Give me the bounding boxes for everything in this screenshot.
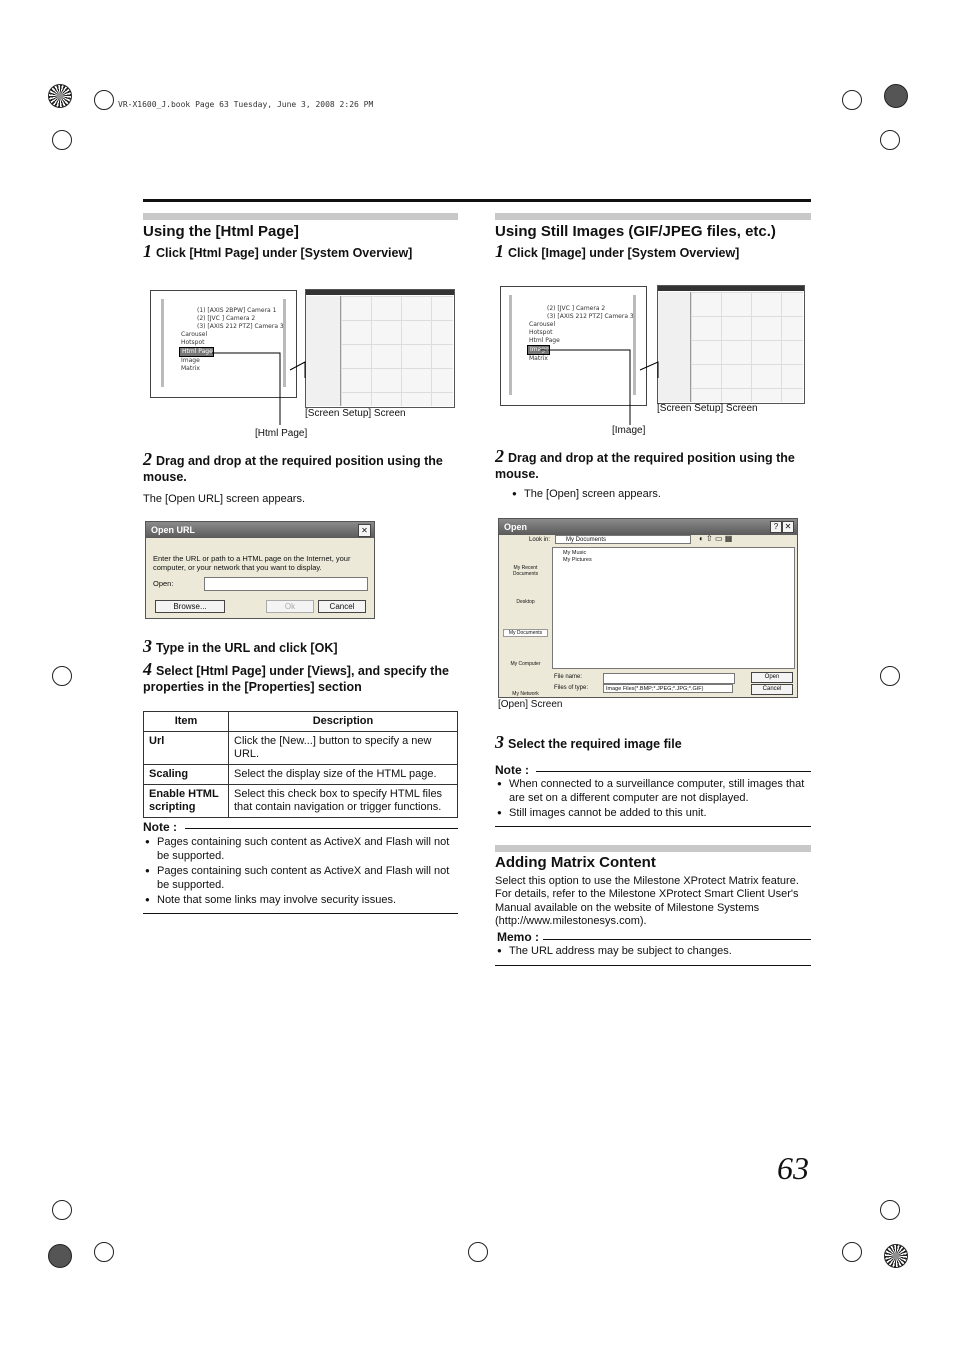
step-1 — [143, 243, 458, 261]
table-header-row — [144, 712, 458, 732]
place-my-computer[interactable]: My Computer — [510, 661, 541, 667]
tree-item[interactable]: Image — [181, 357, 200, 364]
note-label: Note : — [143, 820, 177, 834]
place-recent-documents[interactable]: My Recent Documents — [512, 565, 539, 577]
section-title-still-images: Using Still Images (GIF/JPEG files, etc.) — [495, 223, 776, 240]
open-url-dialog — [145, 521, 375, 619]
place-my-documents[interactable]: My Documents — [503, 629, 548, 637]
file-list[interactable] — [552, 547, 795, 669]
step-1 — [495, 243, 811, 261]
memo-rule — [543, 939, 811, 940]
caption-screen-setup: [Screen Setup] Screen — [657, 403, 758, 414]
crosshair-icon — [94, 90, 114, 110]
file-name-label: File name: — [554, 674, 583, 680]
step-text: Drag and drop at the required position using the mouse. — [495, 451, 795, 481]
dialog-title-text: Open URL — [151, 525, 195, 535]
table-cell-desc: Select the display size of the HTML page. — [229, 765, 458, 785]
section-title-html-page: Using the [Html Page] — [143, 223, 299, 240]
screen-setup-screenshot — [657, 285, 805, 404]
step-number: 4 — [143, 659, 152, 679]
layout-grid — [691, 292, 803, 402]
cancel-button[interactable]: Cancel — [751, 684, 793, 695]
callout-lines — [200, 340, 320, 430]
crosshair-icon — [880, 130, 900, 150]
note-end-rule — [143, 913, 458, 914]
col-description: Description — [229, 712, 458, 732]
note-end-rule — [495, 826, 811, 827]
tree-item[interactable]: (1) [AXIS 2BPW] Camera 1 — [197, 307, 277, 314]
step-2-bullets — [510, 487, 810, 501]
caption-screen-setup: [Screen Setup] Screen — [305, 408, 406, 419]
window-titlebar — [658, 286, 804, 291]
place-my-network[interactable]: My Network — [512, 691, 539, 697]
crosshair-icon — [52, 666, 72, 686]
note-item: ● Pages containing such content as ActiveX and Flash will not be supported. — [143, 864, 458, 893]
step-2 — [143, 451, 461, 485]
step-3 — [143, 638, 458, 656]
screen-setup-screenshot — [305, 289, 455, 408]
note-item: ● Note that some links may involve security issues. — [143, 893, 458, 907]
tree-item[interactable]: Hotspot — [529, 329, 553, 336]
crosshair-icon — [52, 1200, 72, 1220]
step-text: Type in the URL and click [OK] — [156, 641, 338, 655]
toolbar-icons: ◐ ⇧ ▭ ▦ — [699, 534, 733, 543]
url-input[interactable] — [204, 577, 368, 591]
caption-html-page: [Html Page] — [255, 428, 308, 439]
table-row — [144, 785, 458, 818]
place-desktop[interactable]: Desktop — [516, 599, 535, 605]
scrollbar — [509, 295, 512, 395]
folder-item[interactable]: My Pictures — [563, 557, 592, 563]
folder-item[interactable]: My Music — [563, 550, 587, 556]
step-4 — [143, 661, 461, 695]
step-text: Click [Html Page] under [System Overview] — [156, 246, 413, 260]
memo-end-rule — [495, 965, 811, 966]
table-cell-item: Enable HTML scripting — [144, 785, 229, 818]
matrix-body: Select this option to use the Milestone XProtect Matrix feature. For details, refer to the Milestone XProtect Smart Client User's Manual available on the website of Milestone Systems (http://www.milestonesys.com). — [495, 875, 799, 927]
caption-open-screen: [Open] Screen — [498, 699, 563, 710]
open-file-dialog — [498, 518, 798, 698]
open-button[interactable]: Open — [751, 672, 793, 683]
look-in-label: Look in: — [529, 537, 551, 543]
tree-item[interactable]: (3) [AXIS 212 PTZ] Camera 3 — [547, 313, 634, 320]
memo-label: Memo : — [497, 930, 539, 944]
tree-item[interactable]: Matrix — [529, 355, 548, 362]
places-bar — [503, 547, 548, 695]
page-number: 63 — [777, 1150, 809, 1186]
dialog-title-text: Open — [504, 522, 528, 532]
step-text: Click [Image] under [System Overview] — [508, 246, 740, 260]
caption-image: [Image] — [612, 425, 646, 436]
table-cell-item: Scaling — [144, 765, 229, 785]
files-of-type-select[interactable] — [603, 684, 733, 693]
close-icon[interactable]: ✕ — [782, 521, 794, 533]
crosshair-icon — [880, 666, 900, 686]
note-list — [495, 777, 811, 820]
tree-item[interactable]: Carousel — [529, 321, 556, 328]
section-bar — [495, 213, 811, 220]
files-of-type-label: Files of type: — [554, 685, 589, 691]
tree-item[interactable]: Html Page — [529, 337, 560, 344]
ok-button[interactable]: Ok — [266, 600, 314, 613]
step-3 — [495, 734, 811, 752]
tree-item-selected[interactable]: Html Page — [179, 347, 214, 357]
file-name-input[interactable] — [603, 673, 735, 684]
step-text: Select [Html Page] under [Views], and specify the properties in the [Properties] section — [143, 664, 449, 694]
files-of-type-value: Image Files(*.BMP;*.JPEG;*.JPG;*.GIF) — [606, 686, 704, 692]
scrollbar — [161, 299, 164, 387]
callout-lines — [540, 340, 670, 430]
table-cell-desc: Select this check box to specify HTML files that contain navigation or trigger functions. — [229, 785, 458, 818]
tree-item[interactable]: (3) [AXIS 212 PTZ] Camera 3 — [197, 323, 284, 330]
crosshair-icon — [880, 1200, 900, 1220]
tree-item[interactable]: Matrix — [181, 365, 200, 372]
cancel-button[interactable]: Cancel — [318, 600, 366, 613]
browse-button[interactable]: Browse... — [155, 600, 225, 613]
tree-item[interactable]: (2) [JVC ] Camera 2 — [197, 315, 256, 322]
step-number: 1 — [495, 241, 504, 261]
crosshair-icon — [842, 90, 862, 110]
registration-mark-icon — [48, 1244, 72, 1268]
note-item: ● When connected to a surveillance computer, still images that are set on a different computer are not displayed. — [495, 777, 811, 806]
tree-item[interactable]: Hotspot — [181, 339, 205, 346]
memo-item: ● The URL address may be subject to changes. — [495, 944, 811, 958]
window-titlebar — [306, 290, 454, 295]
step-text: Select the required image file — [508, 737, 682, 751]
close-icon[interactable]: ✕ — [358, 524, 371, 537]
bullet-item: ● The [Open] screen appears. — [510, 487, 810, 501]
note-item: ● Pages containing such content as ActiveX and Flash will not be supported. — [143, 835, 458, 864]
table-row — [144, 765, 458, 785]
registration-mark-icon — [48, 84, 72, 108]
registration-mark-icon — [884, 84, 908, 108]
layout-grid — [341, 296, 453, 406]
note-rule — [185, 828, 458, 829]
top-rule — [143, 199, 811, 202]
tree-item[interactable]: (2) [JVC ] Camera 2 — [547, 305, 606, 312]
help-icon[interactable]: ? — [770, 521, 782, 533]
properties-table — [143, 711, 458, 818]
table-row — [144, 732, 458, 765]
section-bar — [143, 213, 458, 220]
open-label: Open: — [153, 579, 174, 588]
section-title-matrix: Adding Matrix Content — [495, 854, 656, 871]
crosshair-icon — [94, 1242, 114, 1262]
note-item: ● Still images cannot be added to this unit. — [495, 806, 811, 820]
crosshair-icon — [52, 130, 72, 150]
dialog-message: Enter the URL or path to a HTML page on the Internet, your computer, or your network that you want to display. — [153, 554, 351, 572]
step-number: 2 — [495, 446, 504, 466]
memo-list — [495, 944, 811, 958]
book-file-line: VR-X1600_J.book Page 63 Tuesday, June 3, 2008 2:26 PM — [118, 100, 374, 109]
tree-item-selected[interactable]: Image — [527, 345, 550, 355]
look-in-value: My Documents — [566, 537, 607, 543]
dialog-title — [499, 519, 797, 535]
step-number: 3 — [495, 732, 504, 752]
crosshair-icon — [468, 1242, 488, 1262]
table-cell-desc: Click the [New...] button to specify a new URL. — [229, 732, 458, 765]
step-number: 3 — [143, 636, 152, 656]
step-number: 1 — [143, 241, 152, 261]
step-text: Drag and drop at the required position using the mouse. — [143, 454, 443, 484]
look-in-select[interactable] — [555, 535, 691, 544]
step-2-body: The [Open URL] screen appears. — [143, 493, 306, 505]
section-bar — [495, 845, 811, 852]
step-2 — [495, 448, 813, 482]
step-number: 2 — [143, 449, 152, 469]
note-rule — [536, 771, 811, 772]
note-label: Note : — [495, 763, 529, 777]
dialog-title — [146, 522, 374, 538]
col-item: Item — [144, 712, 229, 732]
table-cell-item: Url — [144, 732, 229, 765]
note-list — [143, 835, 458, 907]
tree-item[interactable]: Carousel — [181, 331, 208, 338]
registration-mark-icon — [884, 1244, 908, 1268]
crosshair-icon — [842, 1242, 862, 1262]
